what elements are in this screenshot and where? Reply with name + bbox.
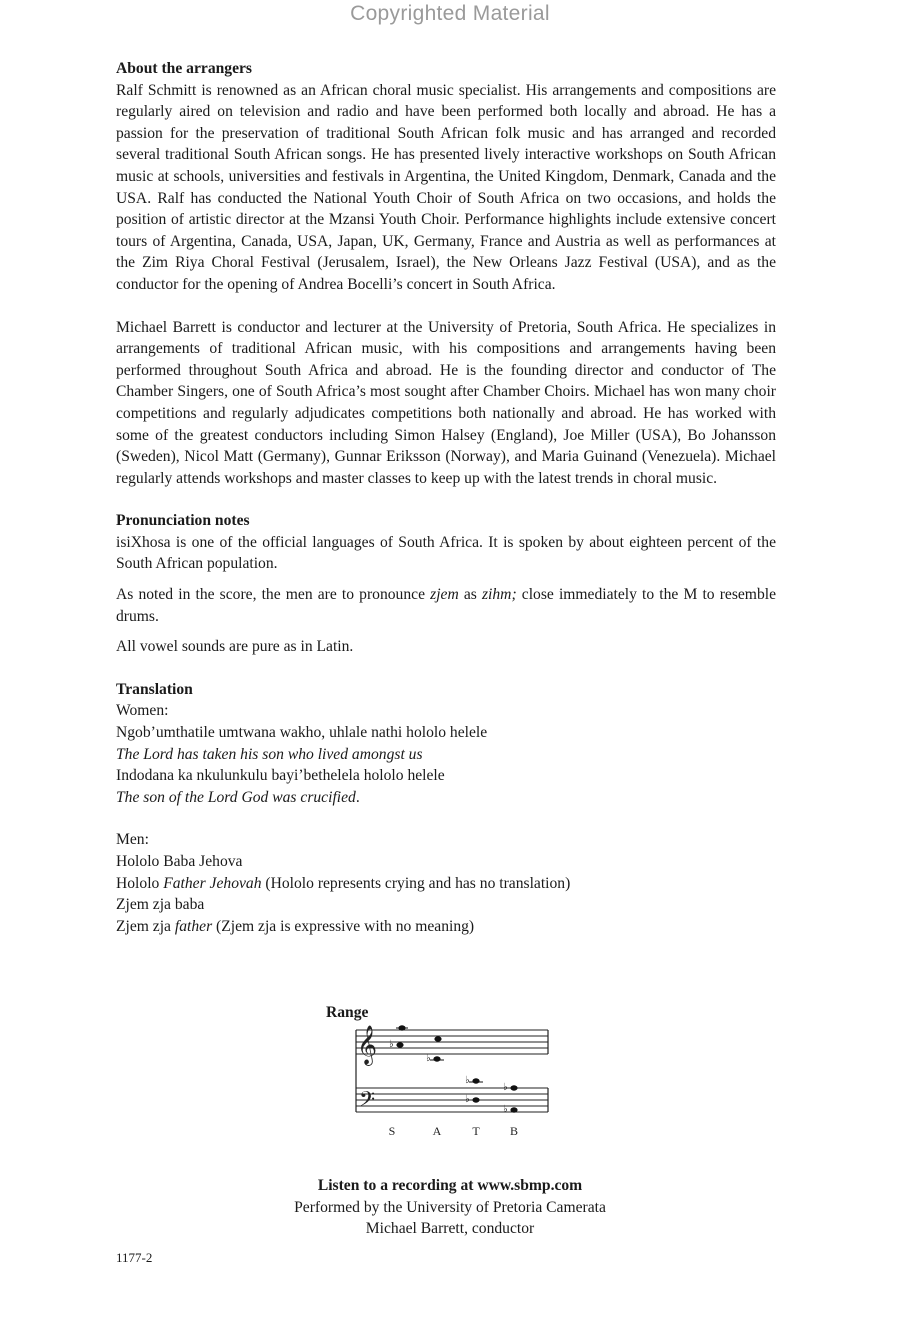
about-heading: About the arrangers (116, 60, 252, 77)
pronunciation-heading: Pronunciation notes (116, 512, 250, 530)
men-line-2: Hololo Father Jehovah (Hololo represents crying and has no translation) (116, 874, 571, 892)
pronunciation-paragraph-2: As noted in the score, the men are to pronounce zjem as zihm; close immediately to the M to resemble drums. (116, 586, 776, 625)
treble-staff (356, 1030, 548, 1054)
men-line-4: Zjem zja father (Zjem zja is expressive with no meaning) (116, 917, 475, 935)
bass-clef-icon: 𝄢 (359, 1087, 376, 1116)
svg-text:♭: ♭ (465, 1075, 470, 1086)
bass-range-notes (503, 1082, 518, 1115)
range-title: Range (326, 1004, 369, 1021)
voice-label-bass: B (509, 1124, 519, 1138)
voice-label-tenor: T (472, 1124, 480, 1138)
men-label: Men: (116, 831, 149, 849)
conductor-credit: Michael Barrett, conductor (365, 1220, 535, 1237)
pronunciation-paragraph-1: isiXhosa is one of the official languages of South Africa. It is spoken by about eighteen percent of the South African population. (116, 533, 776, 573)
men-line-1: Hololo Baba Jehova (116, 853, 243, 870)
voice-label-alto: A (432, 1124, 442, 1138)
translation-heading: Translation (116, 680, 193, 698)
svg-text:♭: ♭ (389, 1039, 394, 1050)
women-label: Women: (116, 702, 169, 720)
women-line-1: Ngob’umthatile umtwana wakho, uhlale nathi hololo helele (116, 724, 488, 742)
document-body (116, 58, 776, 937)
alto-range-notes (426, 1036, 444, 1064)
about-ralf-paragraph: Ralf Schmitt is renowned as an African choral music specialist. His arrangements and compositions are regularly aired on television and radio and have been performed both locally and abroad. He has a passion for the preservation of traditional South African folk music and has arranged and recorded several traditional South African songs. He has presented lively interactive workshops on South African music at schools, universities and festivals in Argentina, the United Kingdom, Denmark, Canada and the USA. Ralf has conducted the National Youth Choir of South Africa on two occasions, and holds the position of artistic director at the Mzansi Youth Choir. Performance highlights include extensive concert tours of Argentina, Canada, USA, Japan, UK, Germany, France and Austria as well as performances at the Zim Riya Choral Festival (Jerusalem, Israel), the New Orleans Jazz Festival (USA), and as the conductor for the opening of Andrea Bocelli’s concert in South Africa. (116, 81, 776, 293)
svg-text:♭: ♭ (465, 1094, 470, 1105)
vocal-range-figure (326, 1004, 556, 1144)
svg-text:♭: ♭ (503, 1104, 508, 1115)
bass-staff (356, 1088, 548, 1112)
recording-credits (0, 1175, 900, 1240)
about-michael-paragraph: Michael Barrett is conductor and lecturer at the University of Pretoria, South Africa. He specializes in arrangements of traditional African music, with his compositions and arrangements having been performed throughout South Africa and abroad. He is the founding director and conductor of The Chamber Singers, one of South Africa’s most sought after Chamber Choirs. Michael has won many choir competitions and regularly adjudicates competitions both nationally and abroad. He has worked with some of the greatest conductors including Simon Halsey (England), Joe Miller (USA), Bo Johansson (Sweden), Nicol Matt (Germany), Gunnar Eriksson (Norway), and Maria Guinand (Venezuela). Michael regularly attends workshops and master classes to keep up with the latest trends in choral music. (116, 318, 776, 487)
range-staff-svg (326, 1004, 556, 1144)
recording-link-text: Listen to a recording at www.sbmp.com (317, 1177, 583, 1194)
soprano-range-notes (389, 1025, 408, 1050)
women-line-3: Indodana ka nkulunkulu bayi’bethelela hololo helele (116, 767, 445, 785)
page-number: 1177-2 (116, 1250, 153, 1265)
voice-label-soprano: S (388, 1124, 396, 1138)
svg-text:♭: ♭ (426, 1053, 431, 1064)
copyright-watermark: Copyrighted Material (350, 2, 550, 25)
pronunciation-paragraph-3: All vowel sounds are pure as in Latin. (116, 638, 354, 656)
performer-credit: Performed by the University of Pretoria Camerata (294, 1198, 606, 1216)
treble-clef-icon: 𝄞 (357, 1025, 378, 1065)
women-line-2: The Lord has taken his son who lived amongst us (116, 745, 423, 763)
tenor-range-notes (465, 1075, 483, 1105)
women-line-4: The son of the Lord God was crucified. (116, 788, 360, 806)
men-line-3: Zjem zja baba (116, 896, 205, 914)
svg-text:♭: ♭ (503, 1082, 508, 1093)
